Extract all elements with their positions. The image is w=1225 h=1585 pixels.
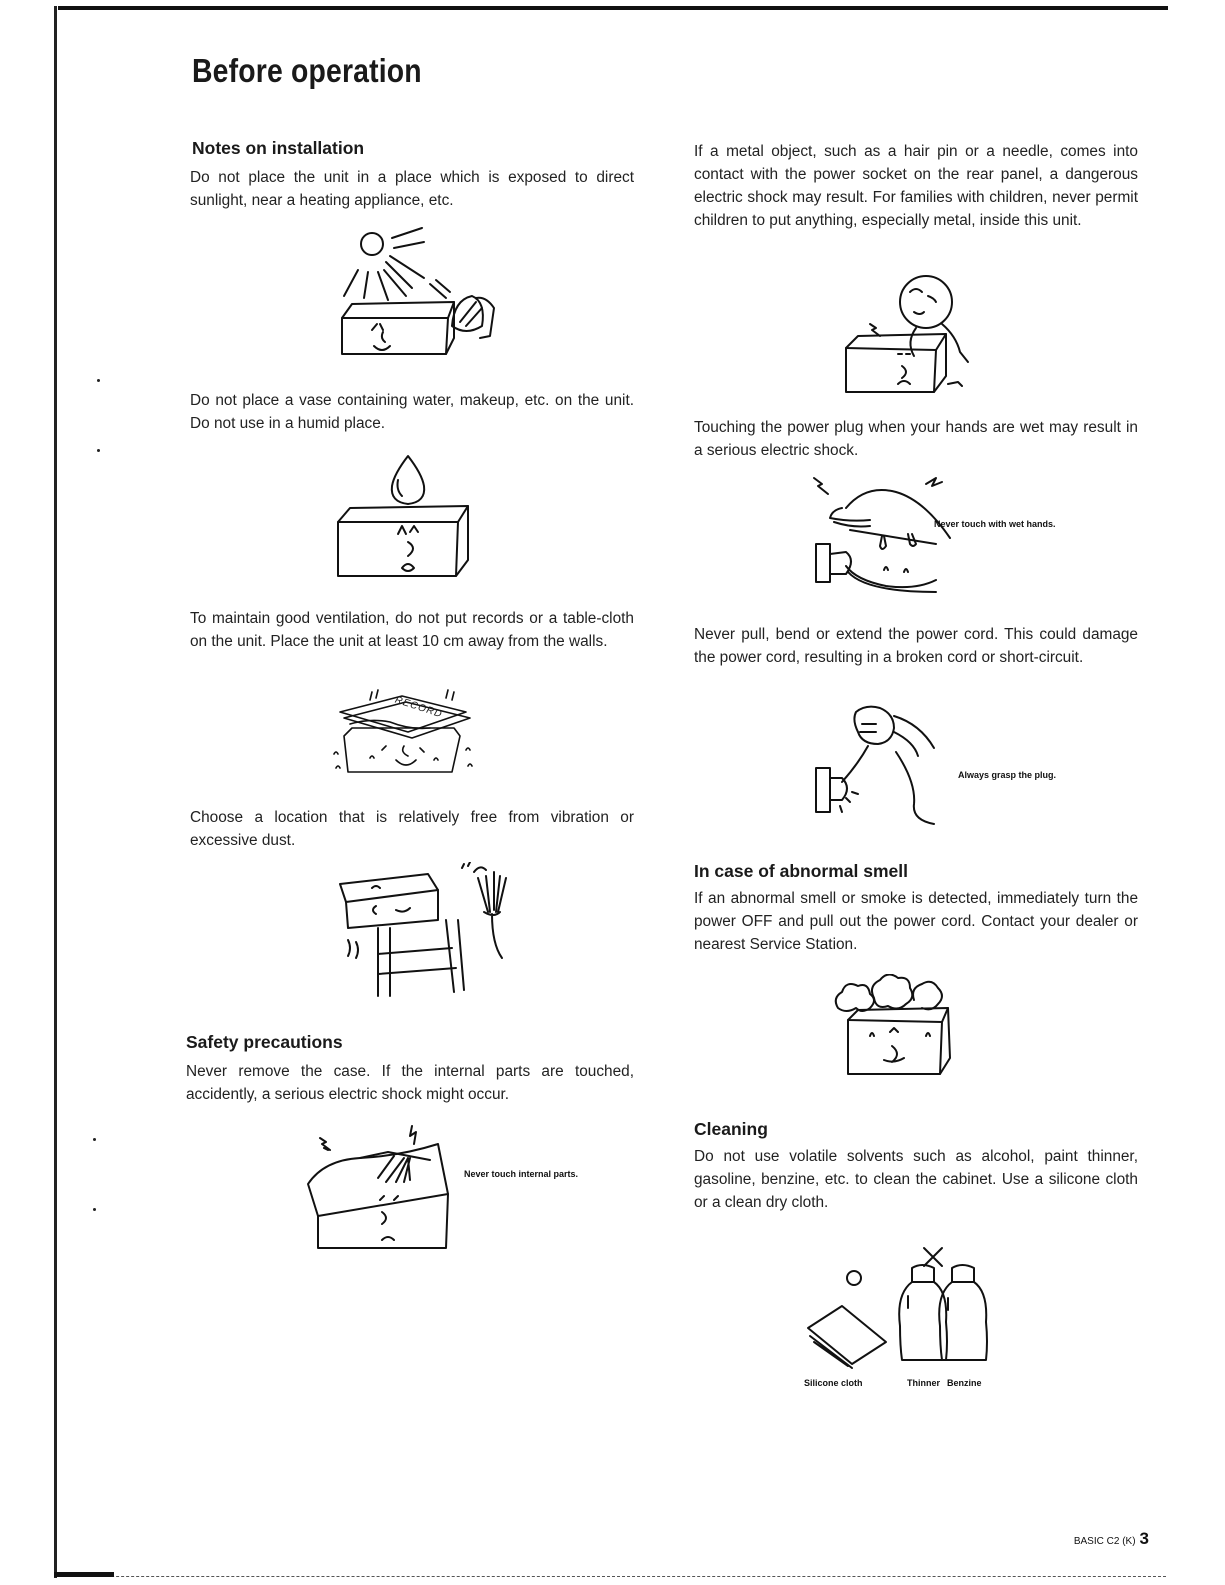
cleaning-paragraph: Do not use volatile solvents such as alcohol, paint thinner, gasoline, benzine, etc. to clean the cabinet. Use a silicone cloth or a clean dry cloth. [694, 1148, 1138, 1211]
margin-dot [97, 379, 100, 382]
wet-hands-paragraph: Touching the power plug when your hands are wet may result in a serious electric shock. [694, 419, 1138, 459]
vase-illustration [328, 450, 478, 582]
stool-icon [378, 920, 464, 996]
margin-dot [93, 1208, 96, 1211]
page-number: 3 [1139, 1529, 1149, 1548]
vibration-paragraph: Choose a location that is relatively free from vibration or excessive dust. [190, 809, 634, 849]
sunlight-paragraph: Do not place the unit in a place which is exposed to direct sunlight, near a heating appliance, etc. [190, 169, 634, 209]
abnormal-smell-paragraph: If an abnormal smell or smoke is detected, immediately turn the power OFF and pull out the power cord. Contact your dealer or nearest Service Station. [694, 890, 1138, 953]
cleaning-illustration [800, 1232, 1020, 1372]
vibration-illustration [334, 862, 524, 1002]
cleaning-heading: Cleaning [694, 1119, 768, 1139]
internal-parts-caption: Never touch internal parts. [464, 1169, 579, 1179]
silicone-cloth-label: Silicone cloth [804, 1378, 863, 1388]
unit-icon [340, 874, 438, 902]
safety-heading: Safety precautions [186, 1032, 343, 1052]
duster-icon [474, 867, 506, 912]
hand-icon [378, 1156, 410, 1182]
page-title: Before operation [192, 52, 422, 89]
socket-icon [816, 768, 830, 812]
spark-icon [870, 324, 880, 336]
margin-dot [97, 449, 100, 452]
case-paragraph: Never remove the case. If the internal parts are touched, accidently, a serious electric shock might occur. [186, 1063, 634, 1103]
smoke-icon [836, 984, 874, 1011]
unit-icon [846, 334, 946, 350]
grasp-plug-caption: Always grasp the plug. [958, 770, 1057, 780]
records-illustration [330, 688, 480, 788]
vase-paragraph: Do not place a vase containing water, makeup, etc. on the unit. Do not use in a humid place. [190, 392, 634, 432]
unit-icon [848, 1008, 948, 1022]
child-head-icon [900, 276, 952, 328]
ventilation-paragraph: To maintain good ventilation, do not put records or a table-cloth on the unit. Place the unit at least 10 cm away from the walls. [190, 610, 634, 650]
fist-icon [854, 707, 894, 744]
power-cord-paragraph: Never pull, bend or extend the power cord. This could damage the power cord, resulting in a broken cord or short-circuit. [694, 626, 1138, 666]
benzine-label: Benzine [947, 1378, 982, 1388]
unit-icon [338, 506, 468, 522]
abnormal-smell-heading: In case of abnormal smell [694, 861, 908, 881]
thinner-label: Thinner [907, 1378, 940, 1388]
bottom-border [56, 1576, 1166, 1578]
grasp-plug-illustration [806, 702, 956, 828]
socket-icon [816, 544, 830, 582]
record-label: RECORD [393, 694, 444, 721]
unit-icon [342, 302, 454, 318]
wet-hands-caption: Never touch with wet hands. [934, 519, 1056, 529]
smoke-illustration [830, 974, 970, 1090]
water-drop-icon [392, 456, 424, 504]
wet-hands-illustration [806, 474, 962, 598]
margin-dot [93, 1138, 96, 1141]
spark-icon [814, 478, 828, 494]
footer-label: BASIC C2 (K) [1073, 1536, 1136, 1547]
left-border [54, 6, 57, 1578]
sun-icon [361, 233, 383, 255]
ok-circle-icon [847, 1271, 861, 1285]
internal-parts-illustration [300, 1122, 460, 1254]
sunlight-illustration [328, 226, 518, 371]
child-illustration [836, 272, 986, 398]
spark-icon [320, 1138, 330, 1150]
installation-heading: Notes on installation [192, 138, 365, 158]
silicone-cloth-icon [808, 1306, 886, 1368]
metal-object-paragraph: If a metal object, such as a hair pin or a needle, comes into contact with the power socket on the rear panel, a dangerous electric shock may result. For families with children, never permit children to put anything, especially metal, inside this unit. [694, 143, 1138, 229]
top-border [58, 6, 1168, 10]
page-footer [1074, 1529, 1149, 1549]
bottom-corner-mark [54, 1572, 114, 1577]
no-cross-icon [924, 1248, 942, 1266]
